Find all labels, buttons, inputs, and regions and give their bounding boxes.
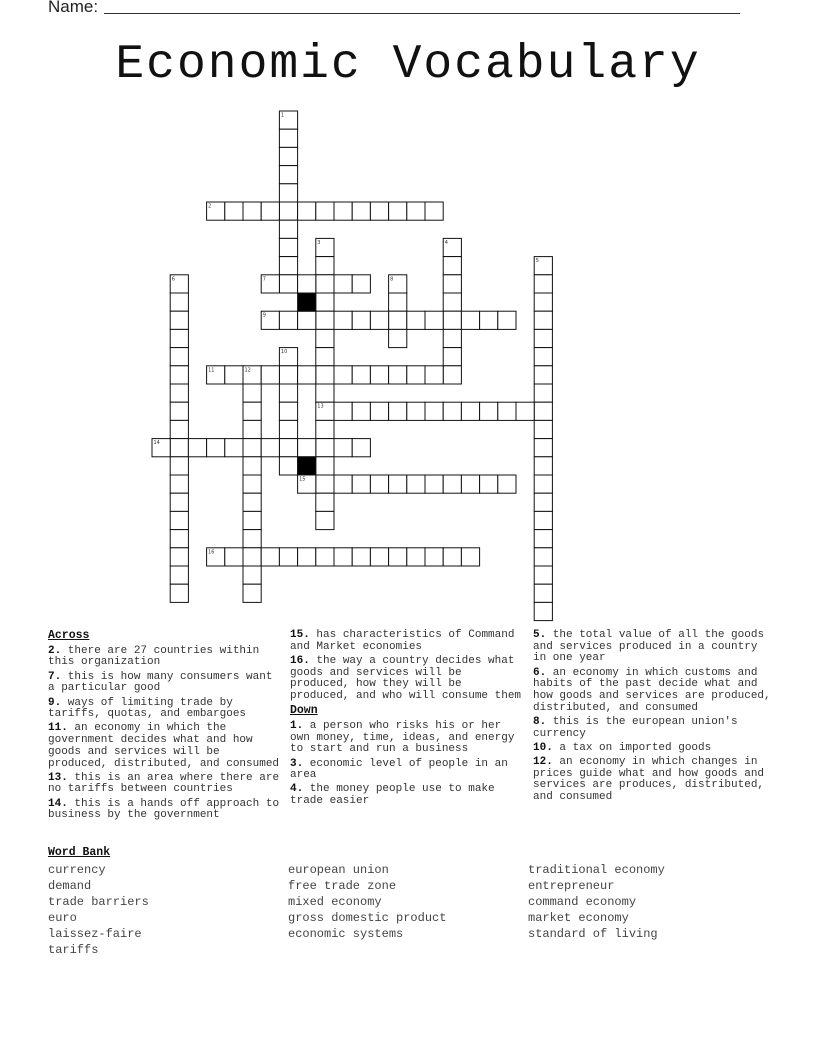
crossword-cell[interactable] xyxy=(461,548,479,566)
crossword-cell[interactable] xyxy=(243,493,261,511)
crossword-cell[interactable] xyxy=(298,366,316,384)
crossword-cell[interactable] xyxy=(480,311,498,329)
down-clue xyxy=(533,757,773,804)
clues-column-1 xyxy=(48,630,280,825)
crossword-cell[interactable] xyxy=(498,402,516,420)
crossword-cell[interactable] xyxy=(334,548,352,566)
crossword-cell[interactable] xyxy=(534,584,552,602)
clue-text: the money people use to make trade easier xyxy=(290,783,495,808)
crossword-cell[interactable] xyxy=(316,238,334,256)
clue-text: this is an area where there are no tariffs between countries xyxy=(48,771,280,796)
clue-number: 6. xyxy=(533,666,547,679)
crossword-cell[interactable] xyxy=(334,402,352,420)
crossword-cell[interactable] xyxy=(225,366,243,384)
crossword-cell[interactable] xyxy=(279,111,297,129)
crossword-cell[interactable] xyxy=(425,202,443,220)
word-bank-column xyxy=(48,862,149,958)
crossword-cell[interactable] xyxy=(316,439,334,457)
crossword-cell[interactable] xyxy=(370,475,388,493)
down-clue xyxy=(290,784,522,807)
crossword-cell[interactable] xyxy=(389,293,407,311)
clue-text: an economy in which changes in prices guide what and how goods and services are produces, distributed, and consumed xyxy=(533,756,765,804)
crossword-cell[interactable] xyxy=(279,402,297,420)
crossword-cell[interactable] xyxy=(279,257,297,275)
across-heading: Across xyxy=(48,629,90,642)
crossword-cell[interactable] xyxy=(534,530,552,548)
across-clue xyxy=(290,656,522,703)
crossword-cell[interactable] xyxy=(243,366,261,384)
crossword-cell[interactable] xyxy=(370,366,388,384)
crossword-cell[interactable] xyxy=(170,402,188,420)
crossword-cell[interactable] xyxy=(407,202,425,220)
crossword-cell[interactable] xyxy=(279,439,297,457)
clue-number-label: 6 xyxy=(171,276,175,283)
clue-number-label: 16 xyxy=(208,549,215,556)
crossword-cell[interactable] xyxy=(316,293,334,311)
crossword-cell[interactable] xyxy=(316,384,334,402)
crossword-cell[interactable] xyxy=(243,511,261,529)
crossword-cell[interactable] xyxy=(461,475,479,493)
crossword-cell[interactable] xyxy=(534,366,552,384)
across-clue xyxy=(48,773,280,796)
crossword-cell[interactable] xyxy=(389,275,407,293)
clue-number-label: 4 xyxy=(444,239,448,246)
clue-text: an economy in which customs and habits of the past decide what and how goods and services are produced, distributed, and consumed xyxy=(533,666,771,714)
crossword-cell[interactable] xyxy=(316,311,334,329)
crossword-cell[interactable] xyxy=(443,402,461,420)
crossword-cell[interactable] xyxy=(443,257,461,275)
crossword-cell[interactable] xyxy=(534,420,552,438)
crossword-cell[interactable] xyxy=(407,402,425,420)
crossword-cell[interactable] xyxy=(534,275,552,293)
crossword-cell[interactable] xyxy=(425,366,443,384)
clue-number-label: 13 xyxy=(317,403,324,410)
crossword-cell[interactable] xyxy=(389,311,407,329)
crossword-cell[interactable] xyxy=(534,548,552,566)
crossword-cell[interactable] xyxy=(407,548,425,566)
crossword-cell[interactable] xyxy=(243,548,261,566)
crossword-cell[interactable] xyxy=(170,548,188,566)
crossword-cell[interactable] xyxy=(443,238,461,256)
clue-number-label: 8 xyxy=(390,276,394,283)
crossword-cell[interactable] xyxy=(534,493,552,511)
crossword-cell[interactable] xyxy=(443,366,461,384)
crossword-cell[interactable] xyxy=(407,311,425,329)
crossword-cell[interactable] xyxy=(534,384,552,402)
crossword-cell[interactable] xyxy=(261,366,279,384)
crossword-cell[interactable] xyxy=(352,548,370,566)
crossword-cell[interactable] xyxy=(389,329,407,347)
crossword-cell[interactable] xyxy=(389,402,407,420)
crossword-cell[interactable] xyxy=(170,457,188,475)
clue-number: 1. xyxy=(290,719,304,732)
crossword-cell[interactable] xyxy=(207,202,225,220)
clue-text: the way a country decides what goods and services will be produced, how they will be produced, and who will consume them xyxy=(290,654,522,703)
crossword-cell[interactable] xyxy=(279,184,297,202)
crossword-cell[interactable] xyxy=(498,475,516,493)
clue-number-label: 15 xyxy=(299,476,306,483)
crossword-cell[interactable] xyxy=(316,329,334,347)
crossword-cell[interactable] xyxy=(316,475,334,493)
crossword-cell[interactable] xyxy=(261,311,279,329)
down-heading: Down xyxy=(290,704,318,718)
crossword-cell[interactable] xyxy=(170,275,188,293)
crossword-cell[interactable] xyxy=(461,402,479,420)
down-clue xyxy=(533,668,773,715)
crossword-cell[interactable] xyxy=(534,348,552,366)
clue-number: 11. xyxy=(48,722,68,735)
crossword-cell[interactable] xyxy=(534,566,552,584)
crossword-cell[interactable] xyxy=(407,366,425,384)
crossword-cell[interactable] xyxy=(389,366,407,384)
crossword-cell[interactable] xyxy=(534,329,552,347)
crossword-cell[interactable] xyxy=(243,439,261,457)
crossword-cell[interactable] xyxy=(534,257,552,275)
crossword-cell[interactable] xyxy=(534,511,552,529)
crossword-cell[interactable] xyxy=(316,402,334,420)
crossword-cell[interactable] xyxy=(225,202,243,220)
crossword-cell[interactable] xyxy=(261,439,279,457)
crossword-cell[interactable] xyxy=(352,275,370,293)
crossword-cell[interactable] xyxy=(170,511,188,529)
word-bank-title: Word Bank xyxy=(48,846,111,859)
crossword-cell[interactable] xyxy=(443,329,461,347)
crossword-cell[interactable] xyxy=(261,202,279,220)
crossword-cell[interactable] xyxy=(334,439,352,457)
crossword-cell[interactable] xyxy=(188,439,206,457)
crossword-cell[interactable] xyxy=(389,548,407,566)
crossword-cell[interactable] xyxy=(534,475,552,493)
crossword-cell[interactable] xyxy=(243,457,261,475)
name-field[interactable] xyxy=(48,0,748,17)
word-bank-column xyxy=(288,862,446,942)
crossword-cell[interactable] xyxy=(261,548,279,566)
crossword-cell[interactable] xyxy=(279,147,297,165)
down-clue xyxy=(290,721,522,756)
crossword-cell[interactable] xyxy=(279,348,297,366)
clue-text: this is the european union's currency xyxy=(533,715,738,740)
crossword-cell[interactable] xyxy=(170,584,188,602)
crossword-cell[interactable] xyxy=(389,475,407,493)
clue-number: 7. xyxy=(48,670,62,683)
crossword-cell[interactable] xyxy=(316,457,334,475)
crossword-cell[interactable] xyxy=(279,311,297,329)
clue-number-label: 14 xyxy=(153,440,160,447)
clue-number: 15. xyxy=(290,629,310,641)
clue-number: 8. xyxy=(533,715,547,728)
word-bank-item: trade barriers xyxy=(48,895,149,909)
down-clue xyxy=(533,717,773,740)
crossword-cell[interactable] xyxy=(225,548,243,566)
clue-text: has characteristics of Command and Market economies xyxy=(290,629,515,653)
crossword-cell[interactable] xyxy=(243,202,261,220)
crossword-cell[interactable] xyxy=(480,402,498,420)
crossword-cell[interactable] xyxy=(207,548,225,566)
clue-number-label: 10 xyxy=(280,349,288,356)
crossword-cell[interactable] xyxy=(334,275,352,293)
crossword-cell[interactable] xyxy=(316,366,334,384)
word-bank-item: mixed economy xyxy=(288,895,382,909)
crossword-cell[interactable] xyxy=(534,311,552,329)
across-clue xyxy=(290,630,522,653)
crossword-cell[interactable] xyxy=(152,439,170,457)
crossword-cell[interactable] xyxy=(352,366,370,384)
crossword-cell[interactable] xyxy=(279,457,297,475)
word-bank-item: market economy xyxy=(528,911,629,925)
crossword-cell[interactable] xyxy=(443,475,461,493)
crossword-cell[interactable] xyxy=(170,420,188,438)
crossword-cell[interactable] xyxy=(425,402,443,420)
across-clue xyxy=(48,723,280,770)
crossword-cell[interactable] xyxy=(370,311,388,329)
crossword-cell[interactable] xyxy=(352,402,370,420)
crossword-cell[interactable] xyxy=(298,439,316,457)
word-bank-item: standard of living xyxy=(528,927,658,941)
crossword-cell[interactable] xyxy=(316,202,334,220)
crossword-cell[interactable] xyxy=(298,548,316,566)
crossword-cell[interactable] xyxy=(534,402,552,420)
crossword-cell[interactable] xyxy=(334,475,352,493)
word-bank-item: free trade zone xyxy=(288,879,397,893)
clue-number-label: 11 xyxy=(208,367,215,374)
clue-number-label: 3 xyxy=(317,239,321,246)
crossword-cell[interactable] xyxy=(443,275,461,293)
crossword-cell[interactable] xyxy=(243,402,261,420)
crossword-cell[interactable] xyxy=(407,475,425,493)
crossword-cell[interactable] xyxy=(261,275,279,293)
across-clue xyxy=(48,646,280,669)
crossword-cell[interactable] xyxy=(316,275,334,293)
crossword-cell[interactable] xyxy=(170,384,188,402)
crossword-cell[interactable] xyxy=(279,548,297,566)
crossword-cell[interactable] xyxy=(298,275,316,293)
crossword-cell[interactable] xyxy=(370,202,388,220)
crossword-cell[interactable] xyxy=(316,420,334,438)
crossword-cell[interactable] xyxy=(352,311,370,329)
clue-number: 3. xyxy=(290,757,304,770)
crossword-cell[interactable] xyxy=(534,602,552,620)
clue-text: a tax on imported goods xyxy=(552,741,712,754)
crossword-cell[interactable] xyxy=(207,439,225,457)
down-clue xyxy=(533,743,773,755)
crossword-cell[interactable] xyxy=(279,420,297,438)
crossword-cell[interactable] xyxy=(516,402,534,420)
crossword-cell[interactable] xyxy=(207,366,225,384)
crossword-cell[interactable] xyxy=(170,493,188,511)
name-underline xyxy=(104,13,740,14)
crossword-cell[interactable] xyxy=(279,238,297,256)
crossword-cell[interactable] xyxy=(316,548,334,566)
clue-text: the total value of all the goods and services produced in a country in one year xyxy=(533,629,765,665)
down-clue xyxy=(290,759,522,782)
crossword-cell[interactable] xyxy=(370,402,388,420)
clue-text: there are 27 countries within this organization xyxy=(48,644,260,669)
crossword-cell[interactable] xyxy=(461,311,479,329)
crossword-cell[interactable] xyxy=(170,366,188,384)
crossword-cell[interactable] xyxy=(170,530,188,548)
crossword-cell[interactable] xyxy=(316,257,334,275)
crossword-cell[interactable] xyxy=(170,475,188,493)
clue-number-label: 2 xyxy=(208,203,212,210)
crossword-cell[interactable] xyxy=(443,293,461,311)
crossword-cell[interactable] xyxy=(334,311,352,329)
crossword-cell[interactable] xyxy=(443,548,461,566)
crossword-cell[interactable] xyxy=(279,129,297,147)
crossword-cell[interactable] xyxy=(389,202,407,220)
crossword-block xyxy=(298,457,316,475)
crossword-cell[interactable] xyxy=(334,202,352,220)
crossword-cell[interactable] xyxy=(279,275,297,293)
clue-text: economic level of people in an area xyxy=(290,757,508,782)
word-bank-item: tariffs xyxy=(48,943,99,957)
clue-text: an economy in which the government decides what and how goods and services will be produced, distributed, and consumed xyxy=(48,722,280,770)
crossword-cell[interactable] xyxy=(298,311,316,329)
across-clue xyxy=(48,698,280,721)
crossword-cell[interactable] xyxy=(425,311,443,329)
crossword-cell[interactable] xyxy=(279,366,297,384)
crossword-cell[interactable] xyxy=(243,530,261,548)
clue-number: 13. xyxy=(48,771,68,784)
crossword-cell[interactable] xyxy=(170,439,188,457)
page-title: Economic Vocabulary xyxy=(115,38,701,92)
crossword-cell[interactable] xyxy=(243,384,261,402)
crossword-cell[interactable] xyxy=(225,439,243,457)
word-bank-item: demand xyxy=(48,879,92,893)
crossword-cell[interactable] xyxy=(316,348,334,366)
word-bank-item: laissez-faire xyxy=(48,927,142,941)
name-label: Name: xyxy=(48,0,99,16)
crossword-cell[interactable] xyxy=(352,475,370,493)
clue-number: 9. xyxy=(48,696,62,709)
crossword-cell[interactable] xyxy=(279,202,297,220)
clue-number: 2. xyxy=(48,644,62,657)
crossword-cell[interactable] xyxy=(425,475,443,493)
clues-column-3 xyxy=(533,630,773,806)
crossword-cell[interactable] xyxy=(534,439,552,457)
crossword-cell[interactable] xyxy=(534,457,552,475)
across-clue xyxy=(48,799,280,822)
crossword-cell[interactable] xyxy=(352,202,370,220)
crossword-block xyxy=(298,293,316,311)
word-bank-item: entrepreneur xyxy=(528,879,615,893)
down-clue xyxy=(533,630,773,665)
crossword-cell[interactable] xyxy=(243,566,261,584)
across-clue xyxy=(48,672,280,695)
clue-text: a person who risks his or her own money, time, ideas, and energy to start and run a business xyxy=(290,719,515,756)
crossword-cell[interactable] xyxy=(170,348,188,366)
word-bank-item: traditional economy xyxy=(528,863,665,877)
crossword-cell[interactable] xyxy=(316,493,334,511)
crossword-cell[interactable] xyxy=(170,311,188,329)
clue-number-label: 1 xyxy=(280,112,285,119)
word-bank-item: command economy xyxy=(528,895,637,909)
clue-number: 5. xyxy=(533,629,547,641)
clue-number: 12. xyxy=(533,756,553,769)
crossword-cell[interactable] xyxy=(170,293,188,311)
crossword-cell[interactable] xyxy=(279,166,297,184)
crossword-cell[interactable] xyxy=(316,511,334,529)
crossword-cell[interactable] xyxy=(480,475,498,493)
clue-number-label: 5 xyxy=(535,258,539,265)
clue-number: 4. xyxy=(290,783,304,796)
crossword-cell[interactable] xyxy=(279,384,297,402)
crossword-cell[interactable] xyxy=(298,475,316,493)
clue-number-label: 9 xyxy=(262,312,266,319)
clue-number: 16. xyxy=(290,654,310,667)
crossword-cell[interactable] xyxy=(352,439,370,457)
crossword-cell[interactable] xyxy=(498,311,516,329)
word-bank-item: european union xyxy=(288,863,389,877)
clue-number: 10. xyxy=(533,741,553,754)
word-bank-item: euro xyxy=(48,911,77,925)
clue-text: this is a hands off approach to business by the government xyxy=(48,797,280,822)
crossword-cell[interactable] xyxy=(425,548,443,566)
word-bank-column xyxy=(528,862,665,942)
clue-number-label: 7 xyxy=(262,276,266,283)
crossword-cell[interactable] xyxy=(170,329,188,347)
word-bank-item: gross domestic product xyxy=(288,911,447,925)
crossword-cell[interactable] xyxy=(170,566,188,584)
clue-text: ways of limiting trade by tariffs, quotas, and embargoes xyxy=(48,696,247,721)
clue-number: 14. xyxy=(48,797,68,810)
clue-number-label: 12 xyxy=(244,367,251,374)
word-bank-item: currency xyxy=(48,863,106,877)
crossword-cell[interactable] xyxy=(243,475,261,493)
clues-column-2 xyxy=(290,630,522,810)
word-bank-item: economic systems xyxy=(288,927,404,941)
crossword-cell[interactable] xyxy=(534,293,552,311)
crossword-cell[interactable] xyxy=(243,420,261,438)
clue-text: this is how many consumers want a particular good xyxy=(48,670,273,695)
crossword-cell[interactable] xyxy=(279,220,297,238)
crossword-cell[interactable] xyxy=(443,311,461,329)
crossword-cell[interactable] xyxy=(370,548,388,566)
crossword-cell[interactable] xyxy=(334,366,352,384)
crossword-cell[interactable] xyxy=(243,584,261,602)
crossword-cell[interactable] xyxy=(298,202,316,220)
crossword-cell[interactable] xyxy=(443,348,461,366)
